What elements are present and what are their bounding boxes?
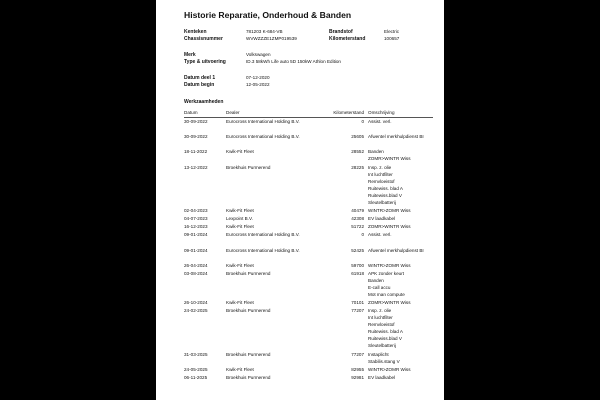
row-dealer: Lexpoint B.V.: [226, 216, 253, 221]
row-date: 24-02-2025: [184, 308, 208, 314]
row-kilometerstand: 25605: [351, 134, 364, 140]
row-description: [368, 271, 405, 299]
merk-value: Volkswagen: [246, 52, 271, 57]
description-line: Instaplicht: [368, 351, 389, 357]
row-kilometerstand: 0: [361, 232, 364, 238]
description-line: Afwentel merkhulpdienst BI: [368, 134, 424, 140]
row-description: [368, 300, 411, 307]
row-kilometerstand: 61918: [351, 271, 364, 276]
row-dealer: Kwik-Fit Fleet: [226, 262, 254, 268]
row-dealer: Broekhuis Purmerend: [226, 308, 271, 314]
row-description: [368, 367, 411, 374]
description-line: Assist. verl.: [368, 119, 392, 124]
description-line: Assist. verl.: [368, 232, 392, 238]
section-title: Werkzaamheden: [184, 99, 224, 105]
row-kilometerstand: 28552: [351, 149, 364, 155]
description-line: ZOMR>WINTR Wiss: [368, 224, 411, 230]
row-date: 09-01-2024: [184, 247, 208, 253]
row-description: [368, 375, 395, 382]
row-date: 24-05-2025: [184, 366, 208, 372]
row-date: 26-04-2024: [184, 262, 208, 268]
row-description: [368, 232, 391, 239]
page-title: Historie Reparatie, Onderhoud & Banden: [184, 10, 352, 20]
row-kilometerstand: 77207: [351, 351, 364, 357]
row-date: 30-09-2022: [184, 134, 208, 140]
description-line: Afwentel merkhulpdienst BI: [368, 247, 424, 253]
row-kilometerstand: 70101: [351, 300, 364, 306]
description-line: Ruitewiss. blad A: [368, 185, 403, 191]
row-date: 13-12-2022: [184, 164, 208, 170]
description-line: EV laadkabel: [368, 375, 396, 380]
row-kilometerstand: 28225: [351, 164, 364, 170]
description-line: EV laadkabel: [368, 216, 396, 221]
description-line: Int luchtfilter: [368, 171, 393, 177]
row-dealer: Kwik-Fit Fleet: [226, 149, 254, 155]
row-description: [368, 119, 391, 126]
description-line: Sleutelbatterij: [368, 199, 396, 205]
row-kilometerstand: 40479: [351, 207, 364, 213]
row-dealer: Broekhuis Purmerend: [226, 164, 271, 170]
datum-deel1-label: Datum deel 1: [184, 75, 216, 81]
brandstof-label: Brandstof: [329, 29, 353, 35]
row-date: 03-08-2024: [184, 271, 208, 276]
description-line: Insp. z. olie: [368, 164, 392, 170]
row-date: 06-11-2025: [184, 375, 208, 380]
row-date: 30-09-2022: [184, 119, 208, 124]
row-dealer: Broekhuis Purmerend: [226, 271, 271, 276]
type-label: Type & uitvoering: [184, 59, 226, 65]
row-dealer: Kwik-Fit Fleet: [226, 224, 254, 230]
row-description: [368, 263, 411, 270]
row-description: [368, 149, 411, 163]
row-kilometerstand: 59700: [351, 262, 364, 268]
description-line: APK zonder keurt: [368, 271, 405, 276]
row-description: [368, 134, 424, 141]
row-date: 31-03-2025: [184, 351, 208, 357]
row-dealer: Eurocross International Holding B.V.: [226, 247, 300, 253]
row-description: [368, 248, 424, 255]
kilometerstand-label: Kilometerstand: [329, 36, 366, 42]
kenteken-label: Kenteken: [184, 29, 207, 35]
description-line: Stabilis.stang V: [368, 358, 400, 364]
row-dealer: Eurocross International Holding B.V.: [226, 232, 300, 238]
row-dealer: Eurocross International Holding B.V.: [226, 134, 300, 140]
row-dealer: Kwik-Fit Fleet: [226, 366, 254, 372]
description-line: WINTR>ZOMR Wiss: [368, 366, 411, 372]
description-line: Int luchtfilter: [368, 315, 393, 321]
description-line: E-call accu: [368, 285, 391, 290]
kilometerstand-value: 100657: [384, 36, 400, 41]
row-kilometerstand: 42308: [351, 216, 364, 221]
brandstof-value: Electric: [384, 29, 400, 34]
row-description: [368, 224, 411, 231]
row-description: [368, 352, 400, 366]
description-line: Sleutelbatterij: [368, 343, 396, 349]
description-line: Banden: [368, 278, 384, 283]
description-line: Insp. z. olie: [368, 308, 392, 314]
row-kilometerstand: 77207: [351, 308, 364, 314]
row-dealer: Kwik-Fit Fleet: [226, 300, 254, 306]
row-date: 09-01-2024: [184, 232, 208, 238]
description-line: ZOMR>WINTR Wiss: [368, 300, 411, 306]
row-date: 04-07-2023: [184, 216, 208, 221]
row-kilometerstand: 51722: [351, 224, 364, 230]
description-line: Banden: [368, 149, 384, 155]
merk-label: Merk: [184, 52, 196, 58]
row-kilometerstand: 82955: [351, 366, 364, 372]
row-dealer: Kwik-Fit Fleet: [226, 207, 254, 213]
row-date: 26-10-2024: [184, 300, 208, 306]
row-dealer: Broekhuis Purmerend: [226, 351, 271, 357]
row-date: 18-11-2022: [184, 149, 208, 155]
description-line: WINTR>ZOMR Wiss: [368, 207, 411, 213]
table-header: [184, 110, 433, 118]
row-description: [368, 165, 403, 207]
row-kilometerstand: 92981: [351, 375, 364, 380]
row-date: 02-04-2023: [184, 207, 208, 213]
column-header-km: Kilometerstand: [333, 110, 364, 115]
datum-deel1-value: 07-12-2020: [246, 75, 270, 80]
description-line: Ruitewiss.blad V: [368, 192, 402, 198]
type-value: ID.3 58kWh Life auto 5D 150kW Athlon Edition: [246, 59, 341, 64]
description-line: Mot man compute: [368, 292, 405, 297]
row-description: [368, 208, 411, 215]
document-page: [156, 0, 444, 400]
kenteken-value: 781203 K-684-VB: [246, 29, 283, 34]
datum-begin-label: Datum begin: [184, 82, 215, 88]
column-header-date: Datum: [184, 110, 198, 115]
description-line: Ruitewiss. blad A: [368, 329, 403, 335]
row-description: [368, 308, 403, 350]
description-line: WINTR>ZOMR Wiss: [368, 262, 411, 268]
description-line: Remvloeistof: [368, 178, 395, 184]
row-description: [368, 216, 395, 223]
row-dealer: Eurocross International Holding B.V.: [226, 119, 300, 124]
column-header-dealer: Dealer: [226, 110, 240, 115]
chassis-value: WVWZZZE1ZMP019539: [246, 36, 297, 41]
description-line: Ruitewiss.blad V: [368, 336, 402, 342]
description-line: ZOMR>WINTR Wiss: [368, 156, 411, 162]
description-line: Remvloeistof: [368, 322, 395, 328]
row-date: 16-12-2023: [184, 224, 208, 230]
column-header-description: Omschrijving: [368, 110, 395, 115]
row-dealer: Broekhuis Purmerend: [226, 375, 271, 380]
row-kilometerstand: 52425: [351, 247, 364, 253]
datum-begin-value: 12-05-2022: [246, 82, 270, 87]
chassis-label: Chassisnummer: [184, 36, 223, 42]
row-kilometerstand: 0: [361, 119, 364, 124]
